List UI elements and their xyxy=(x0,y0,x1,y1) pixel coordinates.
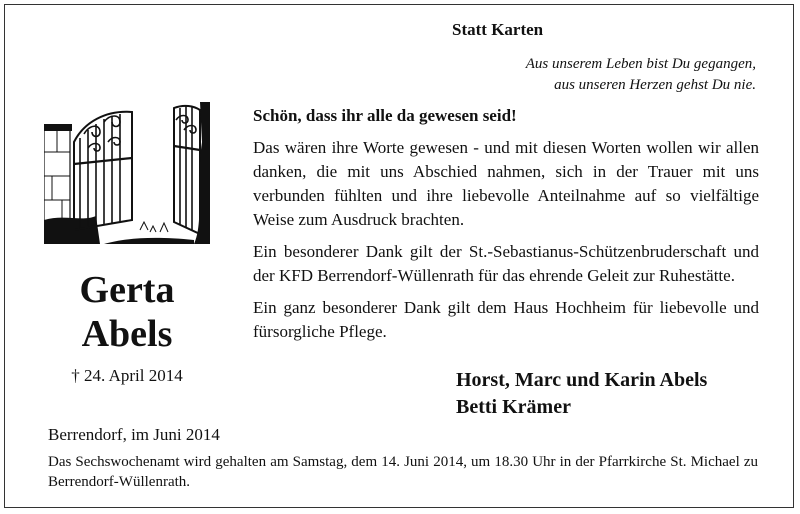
signers xyxy=(456,367,707,421)
thank-you-message xyxy=(253,104,759,352)
place-date: Berrendorf, im Juni 2014 xyxy=(48,425,220,444)
signer-line: Horst, Marc und Karin Abels xyxy=(456,369,708,391)
mass-notice: Das Sechswochenamt wird gehalten am Samstag, dem 14. Juni 2014, um 18.30 Uhr in der Pfarrkirche St. Michael zu Berrendorf-Wüllenrath. xyxy=(48,454,758,490)
motto-verse xyxy=(440,54,756,96)
deceased-name xyxy=(44,268,210,356)
deceased-first-name: Gerta xyxy=(79,269,175,311)
message-headline: Schön, dass ihr alle da gewesen seid! xyxy=(253,106,517,125)
motto-line: Aus unserem Leben bist Du gegangen, xyxy=(525,56,756,72)
message-paragraph: Ein ganz besonderer Dank gilt dem Haus Hochheim für liebevolle und fürsorgliche Pflege. xyxy=(253,298,759,341)
gate-leaf-right xyxy=(174,106,200,234)
garden-gate-illustration xyxy=(44,102,210,244)
message-paragraph: Das wären ihre Worte gewesen - und mit diesen Worten wollen wir allen danken, die mit uns Abschied nahmen, sich in der Trauer mit uns verbunden fühlten und ihre liebevolle Anteilnahme auf so vielfältige Weise zum Ausdruck brachten. xyxy=(253,138,759,229)
signer-line: Betti Krämer xyxy=(456,396,571,418)
gate-leaf-left xyxy=(74,112,132,230)
deceased-last-name: Abels xyxy=(81,313,173,355)
motto-line: aus unseren Herzen gehst Du nie. xyxy=(554,77,756,93)
death-date: † 24. April 2014 xyxy=(71,366,183,385)
header-title: Statt Karten xyxy=(452,20,544,39)
message-paragraph: Ein besonderer Dank gilt der St.-Sebastianus-Schützenbruderschaft und der KFD Berrendorf-Wüllenrath für das ehrende Geleit zur Ruhestätte. xyxy=(253,242,759,285)
